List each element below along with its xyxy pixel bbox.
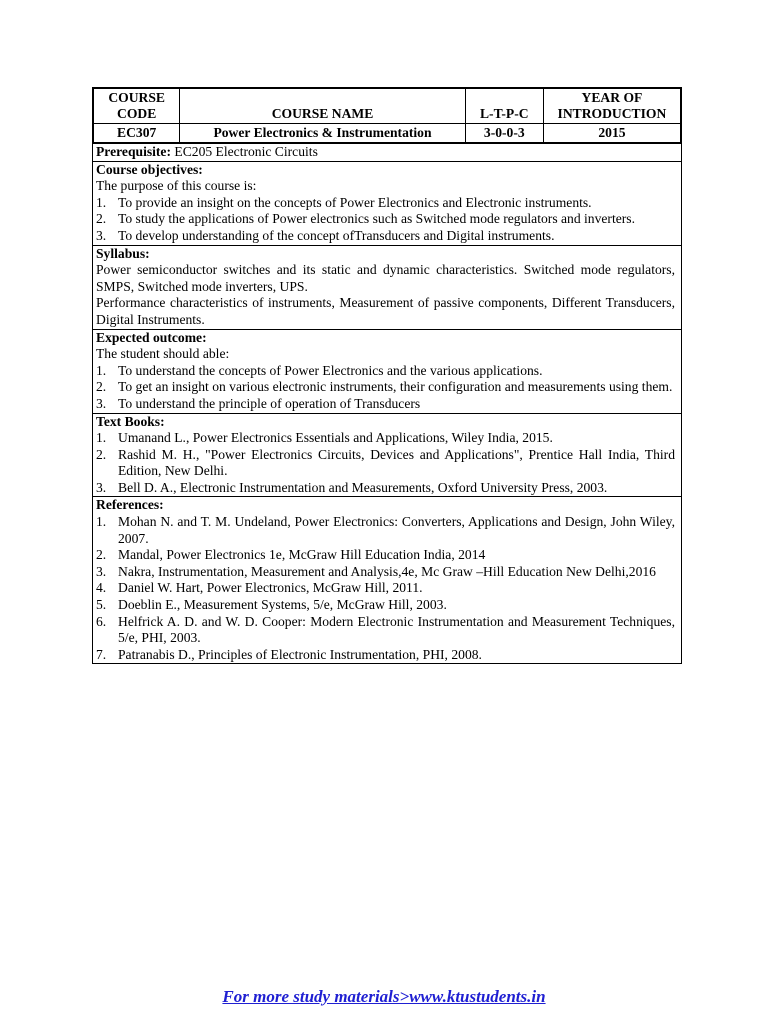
- syllabus-paragraph-1: Power semiconductor switches and its static and dynamic characteristics. Switched mode regulators, SMPS, Switched mode inverters, UPS.: [96, 262, 675, 294]
- syllabus-title: Syllabus:: [96, 245, 150, 261]
- course-code: EC307: [94, 124, 180, 143]
- header-course-code: [94, 89, 180, 124]
- textbooks-title: Text Books:: [96, 413, 165, 429]
- list-item: 3. To develop understanding of the concept ofTransducers and Digital instruments.: [96, 227, 555, 243]
- references-section: [93, 496, 681, 663]
- references-list: [96, 514, 675, 663]
- list-item: 3. Bell D. A., Electronic Instrumentation and Measurements, Oxford University Press, 2003.: [96, 479, 608, 495]
- outcome-title: Expected outcome:: [96, 329, 207, 345]
- syllabus-sheet: [92, 87, 682, 664]
- list-item: 2. Rashid M. H., "Power Electronics Circuits, Devices and Applications", Prentice Hall India, Third Edition, New Delhi.: [96, 446, 675, 479]
- list-item: 1. Mohan N. and T. M. Undeland, Power Electronics: Converters, Applications and Design, John Wiley, 2007.: [96, 514, 675, 546]
- header-course-name: COURSE NAME: [180, 89, 465, 124]
- list-item: 2. Mandal, Power Electronics 1e, McGraw Hill Education India, 2014: [96, 547, 486, 563]
- header-ltpc: L-T-P-C: [465, 89, 543, 124]
- header-course-code-line2: CODE: [117, 106, 157, 122]
- course-ltpc: 3-0-0-3: [465, 124, 543, 143]
- header-year-line1: YEAR OF: [581, 89, 643, 105]
- syllabus-paragraph-2: Performance characteristics of instruments, Measurement of passive components, Different Transducers, Digital Instruments.: [96, 295, 675, 327]
- references-title: References:: [96, 497, 164, 513]
- prerequisite-section: [93, 143, 681, 161]
- list-item: 1. To provide an insight on the concepts of Power Electronics and Electronic instruments.: [96, 194, 592, 210]
- header-year: [543, 89, 680, 124]
- objectives-section: [93, 161, 681, 245]
- objectives-list: [96, 195, 675, 245]
- list-item: 5. Doeblin E., Measurement Systems, 5/e, McGraw Hill, 2003.: [96, 597, 447, 613]
- list-item: 3. Nakra, Instrumentation, Measurement and Analysis,4e, Mc Graw –Hill Education New Delhi,2016: [96, 563, 656, 579]
- course-name: Power Electronics & Instrumentation: [180, 124, 465, 143]
- objectives-title: Course objectives:: [96, 161, 203, 177]
- course-header-table: [93, 88, 681, 143]
- prerequisite-value: EC205 Electronic Circuits: [171, 144, 318, 159]
- outcome-intro: The student should able:: [96, 346, 230, 362]
- outcome-section: [93, 329, 681, 413]
- course-year: 2015: [543, 124, 680, 143]
- study-materials-link[interactable]: For more study materials>www.ktustudents.in: [222, 987, 546, 1006]
- syllabus-section: [93, 245, 681, 329]
- textbooks-list: [96, 430, 675, 496]
- list-item: 2. To study the applications of Power electronics such as Switched mode regulators and inverters.: [96, 211, 635, 227]
- header-year-line2: INTRODUCTION: [557, 106, 667, 122]
- header-course-code-line1: COURSE: [108, 89, 165, 105]
- prerequisite-label: Prerequisite:: [96, 144, 171, 159]
- objectives-intro: The purpose of this course is:: [96, 178, 257, 194]
- list-item: 1. Umanand L., Power Electronics Essentials and Applications, Wiley India, 2015.: [96, 430, 553, 446]
- list-item: 3. To understand the principle of operation of Transducers: [96, 395, 421, 411]
- list-item: 1. To understand the concepts of Power Electronics and the various applications.: [96, 362, 543, 378]
- list-item: 6. Helfrick A. D. and W. D. Cooper: Modern Electronic Instrumentation and Measurement Techniques, 5/e, PHI, 2003.: [96, 613, 675, 646]
- list-item: 2. To get an insight on various electronic instruments, their configuration and measurements using them.: [96, 379, 673, 395]
- list-item: 7. Patranabis D., Principles of Electronic Instrumentation, PHI, 2008.: [96, 646, 482, 662]
- outcome-list: [96, 363, 675, 413]
- list-item: 4. Daniel W. Hart, Power Electronics, McGraw Hill, 2011.: [96, 580, 423, 596]
- textbooks-section: [93, 413, 681, 497]
